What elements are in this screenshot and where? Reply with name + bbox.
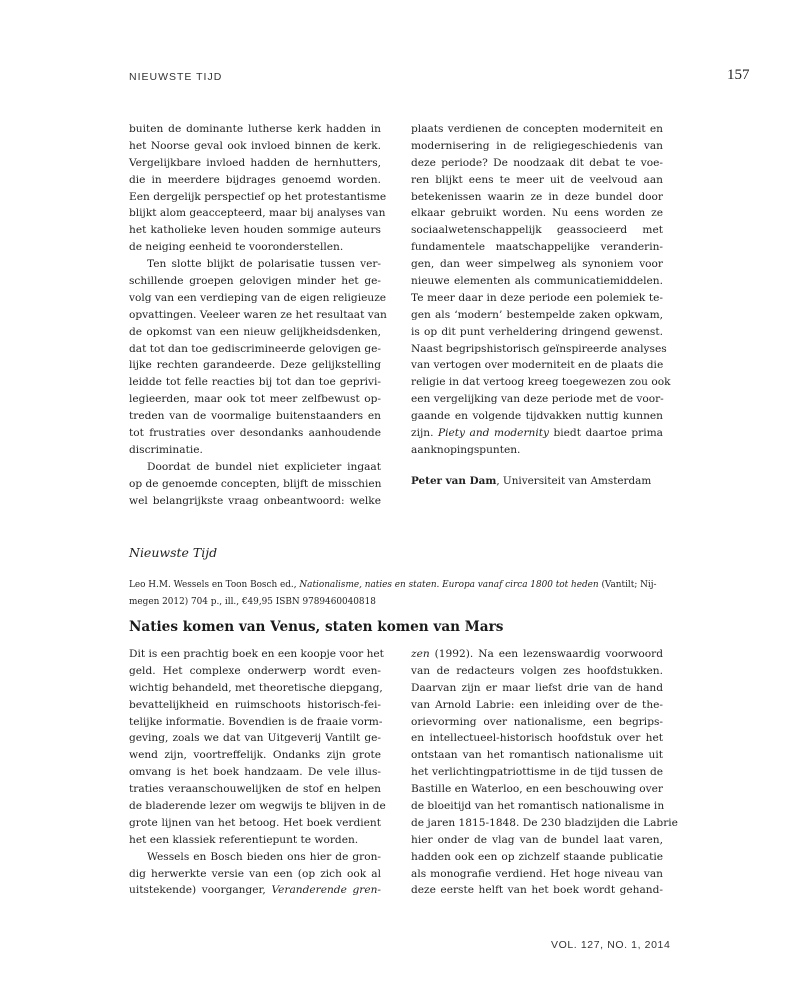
section-heading: Nieuwste Tijd (129, 545, 218, 560)
text-line: volg van een verdieping van de eigen religieuze (129, 291, 387, 304)
text-line: dat tot dan toe gediscrimineerde gelovigen ge- (129, 342, 381, 355)
text-line: orievorming over nationalisme, een begrips- (411, 715, 663, 728)
text-run: (1992). Na een lezenswaardig voorwoord (429, 648, 663, 660)
text-line: opvattingen. Veeleer waren ze het resultaat van (129, 308, 387, 321)
text-line: en intellectueel-historisch hoofdstuk over het (411, 732, 663, 745)
text-line: een vergelijking van deze periode met de voor- (411, 393, 664, 406)
text-line: traties veraanschouwelijken de stof en helpen (129, 783, 381, 796)
text-line: religie in dat vertoog kreeg toegewezen zou ook (411, 376, 671, 389)
page-number: 157 (727, 67, 750, 83)
reviewer-name: Peter van Dam (411, 475, 497, 487)
text-line: Dit is een prachtig boek en een koopje voor het (129, 648, 384, 660)
text-line: buiten de dominante lutherse kerk hadden in (129, 123, 381, 135)
text-line: aanknopingspunten. (411, 443, 521, 456)
text-line: lijke rechten garandeerde. Deze gelijkstelling (129, 359, 381, 372)
text-line: gen, dan weer simpelweg als synoniem voor (411, 258, 663, 271)
text-line: de opkomst van een nieuw gelijkheidsdenken, (129, 325, 381, 338)
text-line: deze eerste helft van het boek wordt gehand- (411, 884, 663, 897)
journal-volume-footer: VOL. 127, NO. 1, 2014 (551, 939, 671, 951)
text-line: Bastille en Waterloo, en een beschouwing over (411, 783, 663, 796)
text-line: wel belangrijkste vraag onbeantwoord: welke (129, 494, 381, 507)
text-line: nieuwe elementen als communicatiemiddelen. (411, 275, 663, 288)
text-line: Vergelijkbare invloed hadden de hernhutters, (129, 156, 381, 169)
text-line: van de redacteurs volgen zes hoofdstukken. (411, 664, 663, 677)
review2-column-left (129, 646, 386, 899)
text-line: discriminatie. (129, 443, 203, 456)
running-head: NIEUWSTE TIJD (129, 71, 223, 83)
text-line: blijkt alom geaccepteerd, maar bij analyses van (129, 207, 386, 220)
text-line: Wessels en Bosch bieden ons hier de gron- (147, 850, 381, 863)
text-line: wichtig behandeld, met theoretische diepgang, (129, 681, 383, 694)
text-line: geving, zoals we dat van Uitgeverij Vantilt ge- (129, 732, 381, 745)
text-line: Naast begripshistorisch geïnspireerde analyses (411, 342, 667, 355)
bibliographic-entry (129, 577, 659, 611)
text-line: hier onder de vlag van de bundel laat varen, (411, 833, 663, 846)
text-line: het Noorse geval ook invloed binnen de kerk. (129, 139, 381, 152)
text-line: leidde tot felle reacties bij tot dan toe geprivi- (129, 376, 381, 389)
text-line: tot frustraties over desondanks aanhoudende (129, 427, 381, 440)
text-line: gaande en volgende tijdvakken nuttig kunnen (411, 410, 663, 423)
text-line: het een klassiek referentiepunt te worden. (129, 833, 359, 846)
text-line: elkaar gebruikt worden. Nu eens worden ze (411, 207, 663, 220)
text-line: ren blijkt eens te meer uit de veelvoud aan (411, 173, 663, 186)
text-run: biedt daartoe prima (548, 427, 663, 440)
text-line: wend zijn, voortreffelijk. Ondanks zijn grote (129, 749, 381, 762)
reviewer-affiliation: , Universiteit van Amsterdam (496, 475, 652, 487)
text-line: fundamentele maatschappelijke veranderin- (411, 241, 663, 254)
text-line: de neiging eenheid te vooronderstellen. (129, 241, 344, 254)
text-line: Doordat de bundel niet explicieter ingaat (147, 460, 381, 473)
italic-title: Veranderende gren- (271, 884, 381, 897)
text-line: de bloeitijd van het romantisch nationalisme in (411, 800, 665, 813)
text-line: het katholieke leven houden sommige auteurs (129, 224, 381, 237)
text-line (411, 425, 663, 442)
text-line: de jaren 1815-1848. De 230 bladzijden die Labrie (411, 816, 678, 829)
text-line: van Arnold Labrie: een inleiding over de the- (411, 698, 663, 711)
review2-column-right (411, 646, 678, 899)
biblio-line-1 (129, 577, 659, 594)
review1-column-right (411, 121, 671, 459)
text-line: op de genoemde concepten, blijft de misschien (129, 477, 382, 490)
text-line (129, 882, 381, 899)
review1-column-left (129, 121, 387, 509)
text-line: ontstaan van het romantisch nationalisme uit (411, 749, 663, 762)
text-run: uitstekende) voorganger, (129, 884, 272, 897)
text-line: betekenissen waarin ze in deze bundel door (411, 190, 663, 203)
text-line: plaats verdienen de concepten moderniteit en (411, 123, 663, 135)
text-line: gen als ‘modern’ bestempelde zaken opkwam, (411, 308, 663, 321)
text-line: legieerden, maar ook tot meer zelfbewust op- (129, 393, 381, 406)
text-line: hadden ook een op zichzelf staande publicatie (411, 850, 663, 863)
text-line: modernisering in de religiegeschiedenis van (411, 139, 663, 152)
text-line: dig herwerkte versie van een (op zich ook al (129, 867, 381, 880)
biblio-book-title: Nationalisme, naties en staten. Europa vanaf circa 1800 tot heden (299, 580, 599, 590)
text-line: bevattelijkheid en ruimschoots historisch-fei- (129, 698, 381, 711)
text-line: Daarvan zijn er maar liefst drie van de hand (411, 681, 663, 694)
italic-title: zen (411, 648, 430, 660)
text-line: Ten slotte blijkt de polarisatie tussen ver- (147, 258, 381, 271)
text-line: Een dergelijk perspectief op het protestantisme (129, 190, 387, 203)
italic-title: Piety and modernity (437, 427, 549, 440)
text-line: deze periode? De noodzaak dit debat te voe- (411, 156, 663, 169)
text-line: sociaalwetenschappelijk geassocieerd met (411, 224, 663, 237)
biblio-line-2: megen 2012) 704 p., ill., €49,95 ISBN 9789460040818 (129, 597, 376, 607)
text-line: Te meer daar in deze periode een polemiek te- (411, 291, 663, 304)
text-line: schillende groepen gelovigen minder het ge- (129, 275, 381, 288)
text-line: als monografie verdiend. Het hoge niveau van (411, 867, 663, 880)
text-line: omvang is het boek handzaam. De vele illus- (129, 766, 381, 779)
text-line: van vertogen over moderniteit en de plaats die (411, 359, 664, 372)
text-line: die in meerdere bijdrages genoemd worden. (129, 173, 381, 186)
text-line: treden van de voormalige buitenstaanders en (129, 410, 381, 423)
biblio-publisher: (Vantilt; Nij- (598, 580, 657, 590)
text-line: is op dit punt verheldering dringend gewenst. (411, 325, 663, 338)
text-line: telijke informatie. Bovendien is de fraaie vorm- (129, 715, 383, 728)
text-line: de bladerende lezer om wegwijs te blijven in de (129, 800, 386, 813)
text-line: grote lijnen van het betoog. Het boek verdient (129, 816, 381, 829)
text-run: zijn. (411, 427, 438, 440)
biblio-authors: Leo H.M. Wessels en Toon Bosch ed., (129, 580, 300, 590)
review-signature (411, 475, 651, 487)
text-line: het verlichtingpatriottisme in de tijd tussen de (411, 766, 663, 779)
review-title: Naties komen van Venus, staten komen van Mars (129, 619, 504, 635)
text-line (411, 646, 663, 663)
text-line: geld. Het complexe onderwerp wordt even- (129, 664, 381, 677)
